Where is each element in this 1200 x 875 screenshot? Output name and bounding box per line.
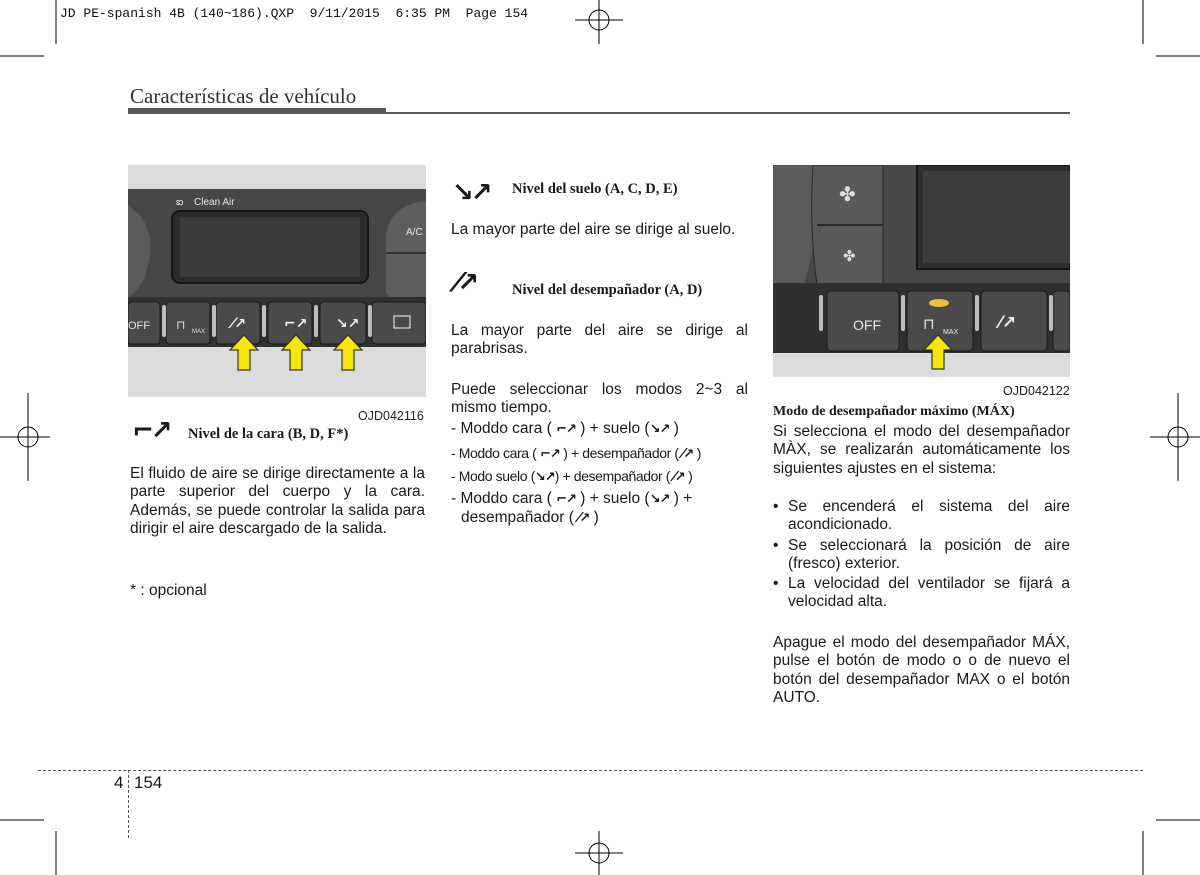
max-button-label-right: MAX: [943, 329, 959, 336]
modes-intro: Puede seleccionar los modos 2~3 al mismo tiempo.: [451, 381, 748, 417]
optional-note: * : opcional: [130, 582, 207, 599]
defrost-vent-icon: ⁄↗: [673, 470, 685, 485]
photo-caption-left: OJD042116: [358, 409, 424, 423]
combo-defrost-continuation: desempañador ( ⁄↗ ): [461, 509, 599, 526]
section-title: Características de vehículo: [130, 84, 357, 108]
defrost-vent-icon: ⁄↗: [682, 447, 694, 462]
climate-panel-photo-right: [773, 165, 1070, 377]
svg-text:⁄↗: ⁄↗: [999, 313, 1017, 333]
max-defrost-heading: Modo de desempañador máximo (MÁX): [773, 404, 1015, 419]
printer-slug: JD PE-spanish 4B (140~186).QXP 9/11/2015 6:35 PM Page 154: [60, 6, 529, 21]
max-defrost-closing: Apague el modo del desempañador MÁX, pulse el botón de modo o o de nuevo el botón del desempañador MAX o el botón AUTO.: [773, 634, 1070, 706]
clean-air-label: Clean Air: [194, 197, 235, 208]
defrost-level-heading: Nivel del desempañador (A, D): [512, 282, 703, 298]
section-number: 4: [114, 773, 124, 792]
header-rule-thin: [386, 112, 1070, 114]
max-button-label: MAX: [192, 329, 206, 335]
header-rule-thick: [128, 108, 386, 114]
defrost-level-text: La mayor parte del aire se dirige al parabrisas.: [451, 322, 748, 358]
floor-level-text: La mayor parte del aire se dirige al suelo.: [451, 221, 736, 238]
face-level-paragraph: El fluido de aire se dirige directamente a la parte superior del cuerpo y la cara. Además, se puede controlar la salida para dirigir el aire descargado de la salida.: [130, 465, 425, 537]
footer-rule: [38, 770, 1143, 771]
floor-vent-icon: ↘↗: [452, 178, 490, 208]
bullet-item: • Se encenderá el sistema del aire acondicionado.: [773, 498, 1070, 535]
face-vent-icon: ⌐↗: [132, 416, 170, 446]
photo-caption-right: OJD042122: [1003, 384, 1070, 398]
combo-floor-defrost: - Modo suelo (↘↗) + desempañador ( ⁄↗ ): [451, 468, 693, 485]
defrost-vent-icon: ⁄↗: [456, 268, 477, 298]
combo-face-floor: - Moddo cara ( ⌐↗ ) + suelo (↘↗ ): [451, 420, 679, 437]
defrost-vent-icon: ⁄↗: [578, 511, 590, 526]
combo-face-floor-defrost: - Moddo cara ( ⌐↗ ) + suelo (↘↗ ) +: [451, 490, 693, 507]
floor-vent-icon: ↘↗: [649, 422, 670, 437]
max-defrost-intro: Si selecciona el modo del desempañador MÀX, se realizarán automáticamente los siguientes ajustes en el sistema:: [773, 423, 1070, 477]
svg-text:✤: ✤: [843, 247, 856, 265]
floor-vent-icon: ↘↗: [649, 492, 670, 507]
climate-panel-photo-left: [128, 165, 426, 397]
page-number: 154: [134, 773, 163, 792]
combo-face-defrost: - Moddo cara ( ⌐↗ ) + desempañador ( ⁄↗ ): [451, 445, 701, 462]
svg-text:⊓: ⊓: [923, 315, 935, 333]
floor-level-heading: Nivel del suelo (A, C, D, E): [512, 181, 678, 197]
bullet-item: • La velocidad del ventilador se fijará a velocidad alta.: [773, 575, 1070, 612]
svg-text:⌐↗: ⌐↗: [284, 316, 308, 332]
max-defrost-bullets: [773, 498, 1070, 612]
svg-text:⁄↗: ⁄↗: [232, 316, 247, 332]
face-level-heading: Nivel de la cara (B, D, F*): [188, 426, 349, 442]
off-button-label-right: OFF: [853, 317, 881, 333]
off-button-label: OFF: [128, 320, 150, 332]
svg-text:⊓: ⊓: [176, 318, 186, 332]
bullet-item: • Se seleccionará la posición de aire (fresco) exterior.: [773, 537, 1070, 574]
ac-label: A/C: [406, 227, 423, 238]
svg-text:ఐ: ఐ: [176, 197, 184, 208]
face-vent-icon: ⌐↗: [556, 492, 576, 507]
face-vent-icon: ⌐↗: [539, 447, 560, 462]
footer-page-separator: [128, 770, 129, 838]
svg-text:↘↗: ↘↗: [336, 316, 360, 332]
svg-text:✤: ✤: [839, 182, 856, 206]
face-vent-icon: ⌐↗: [556, 422, 576, 437]
floor-vent-icon: ↘↗: [534, 470, 555, 485]
